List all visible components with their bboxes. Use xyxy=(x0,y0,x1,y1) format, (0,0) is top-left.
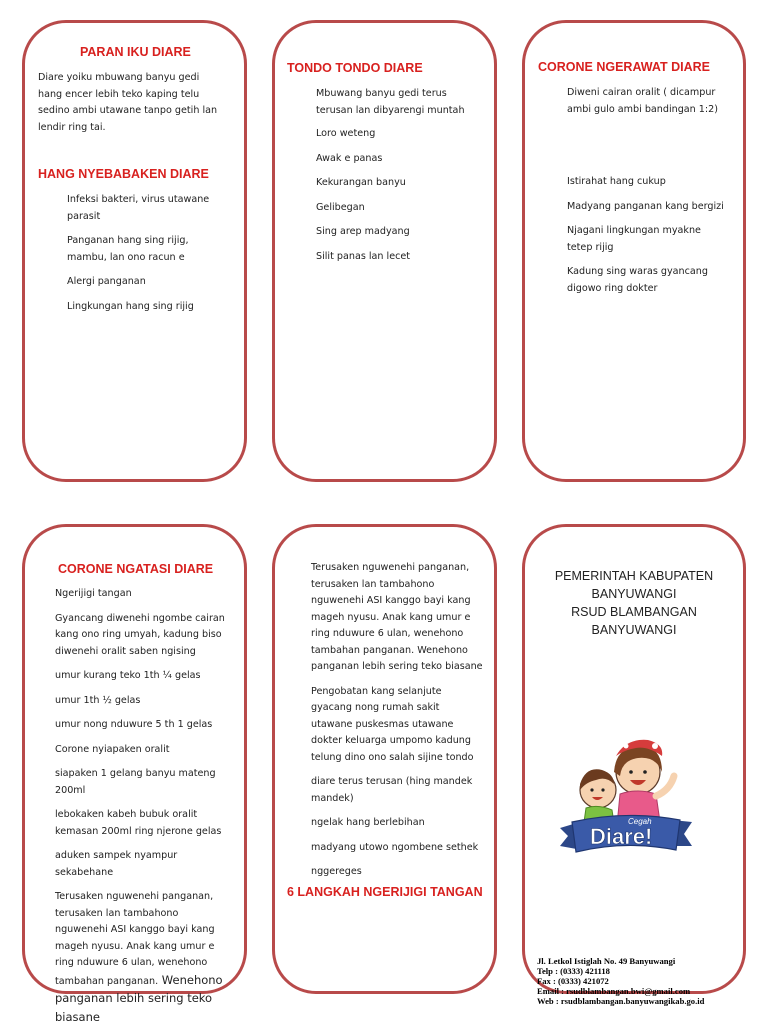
list-item: Istirahat hang cukup xyxy=(567,176,666,187)
list-item: umur 1th ½ gelas xyxy=(55,694,141,706)
list-item: Pengobatan kang selanjute gyacang nong rumah sakit utawane puskesmas utawane dokter keluarga umpomo kadung telung dino ono salah sijine tondo xyxy=(311,685,474,763)
list-item: Awak e panas xyxy=(316,152,383,164)
list-item: Infeksi bakteri, virus utawane parasit xyxy=(67,194,210,222)
list-item: Alergi panganan xyxy=(67,276,146,287)
treatment-first: Diweni cairan oralit ( dicampur ambi gulo ambi bandingan 1:2) xyxy=(567,87,718,115)
list-item: Terusaken nguwenehi panganan, terusaken lan tambahono nguwenehi ASI kanggo bayi kang mageh nyusu. Anak kang umur e ring nduwure 6 ulan, wenehono tambahan panganan. Wenehono panganan lebih sering teko biasane xyxy=(55,891,223,1024)
signs-list xyxy=(316,86,476,265)
heading-what-is-diarrhea: PARAN IKU DIARE xyxy=(80,45,191,59)
list-item: umur nong nduwure 5 th 1 gelas xyxy=(55,719,213,730)
list-item: ngelak hang berlebihan xyxy=(311,817,425,828)
hospital-address: Jl. Letkol Istiglah No. 49 Banyuwangi Telp : (0333) 421118 Fax : (0333) 421072 Email : rsudblambangan.bwi@gmail.com Web : rsudblambangan.banyuwangikab.go.id xyxy=(537,956,705,1006)
government-title: PEMERINTAH KABUPATEN BANYUWANGI RSUD BLAMBANGAN BANYUWANGI xyxy=(554,569,714,637)
handling-list xyxy=(55,586,229,1027)
list-item: Lingkungan hang sing rijig xyxy=(67,300,194,312)
heading-causes: HANG NYEBABAKEN DIARE xyxy=(38,167,209,181)
list-item: Gyancang diwenehi ngombe cairan kang ono ring umyah, kadung biso diwenehi oralit saben ngising xyxy=(55,612,225,657)
logo-main-text: Diare! xyxy=(590,824,653,849)
heading-signs: TONDO TONDO DIARE xyxy=(287,61,423,75)
heading-handling: CORONE NGATASI DIARE xyxy=(58,562,214,576)
list-item: Gelibegan xyxy=(316,201,365,213)
list-item: Loro weteng xyxy=(316,128,376,139)
list-item: Terusaken nguwenehi panganan, terusaken lan tambahono nguwenehi ASI kanggo bayi kang mageh nyusu. Anak kang umur e ring nduwure 6 ulan, wenehono tambahan panganan. Wenehono panganan lebih sering teko biasane xyxy=(311,562,483,672)
list-item: siapaken 1 gelang banyu mateng 200ml xyxy=(55,768,216,796)
list-item: Silit panas lan lecet xyxy=(316,250,411,262)
list-item: Ngerijigi tangan xyxy=(55,588,132,599)
logo-small-text: Cegah xyxy=(628,817,652,826)
list-item: Kadung sing waras gyancang digowo ring dokter xyxy=(567,266,708,294)
heading-treatment: CORONE NGERAWAT DIARE xyxy=(538,60,710,74)
treatment-list xyxy=(567,174,727,297)
heading-handwashing: 6 LANGKAH NGERIJIGI TANGAN xyxy=(287,885,483,899)
list-item: Mbuwang banyu gedi terus terusan lan dibyarengi muntah xyxy=(316,88,465,116)
list-item: lebokaken kabeh bubuk oralit kemasan 200ml ring njerone gelas xyxy=(55,809,222,837)
list-item: Madyang panganan kang bergizi xyxy=(567,200,724,212)
list-item: aduken sampek nyampur sekabehane xyxy=(55,850,178,878)
definition-text: Diare yoiku mbuwang banyu gedi hang encer lebih teko kaping telu sedino ambi utawane tanpo getih lan lendir ring tai. xyxy=(38,72,218,133)
list-item: Njagani lingkungan myakne tetep rijig xyxy=(567,225,701,253)
list-item: madyang utowo ngombene sethek xyxy=(311,841,479,853)
list-item: Panganan hang sing rijig, mambu, lan ono racun e xyxy=(67,235,189,263)
list-item: Kekurangan banyu xyxy=(316,177,406,188)
causes-list xyxy=(67,192,229,315)
list-item: Corone nyiapaken oralit xyxy=(55,743,170,755)
list-item: nggereges xyxy=(311,866,362,877)
continued-list xyxy=(311,560,483,881)
list-item: Sing arep madyang xyxy=(316,226,410,237)
list-item: umur kurang teko 1th ¼ gelas xyxy=(55,670,201,681)
list-item: diare terus terusan (hing mandek mandek) xyxy=(311,776,473,804)
cegah-diare-logo xyxy=(556,732,696,862)
